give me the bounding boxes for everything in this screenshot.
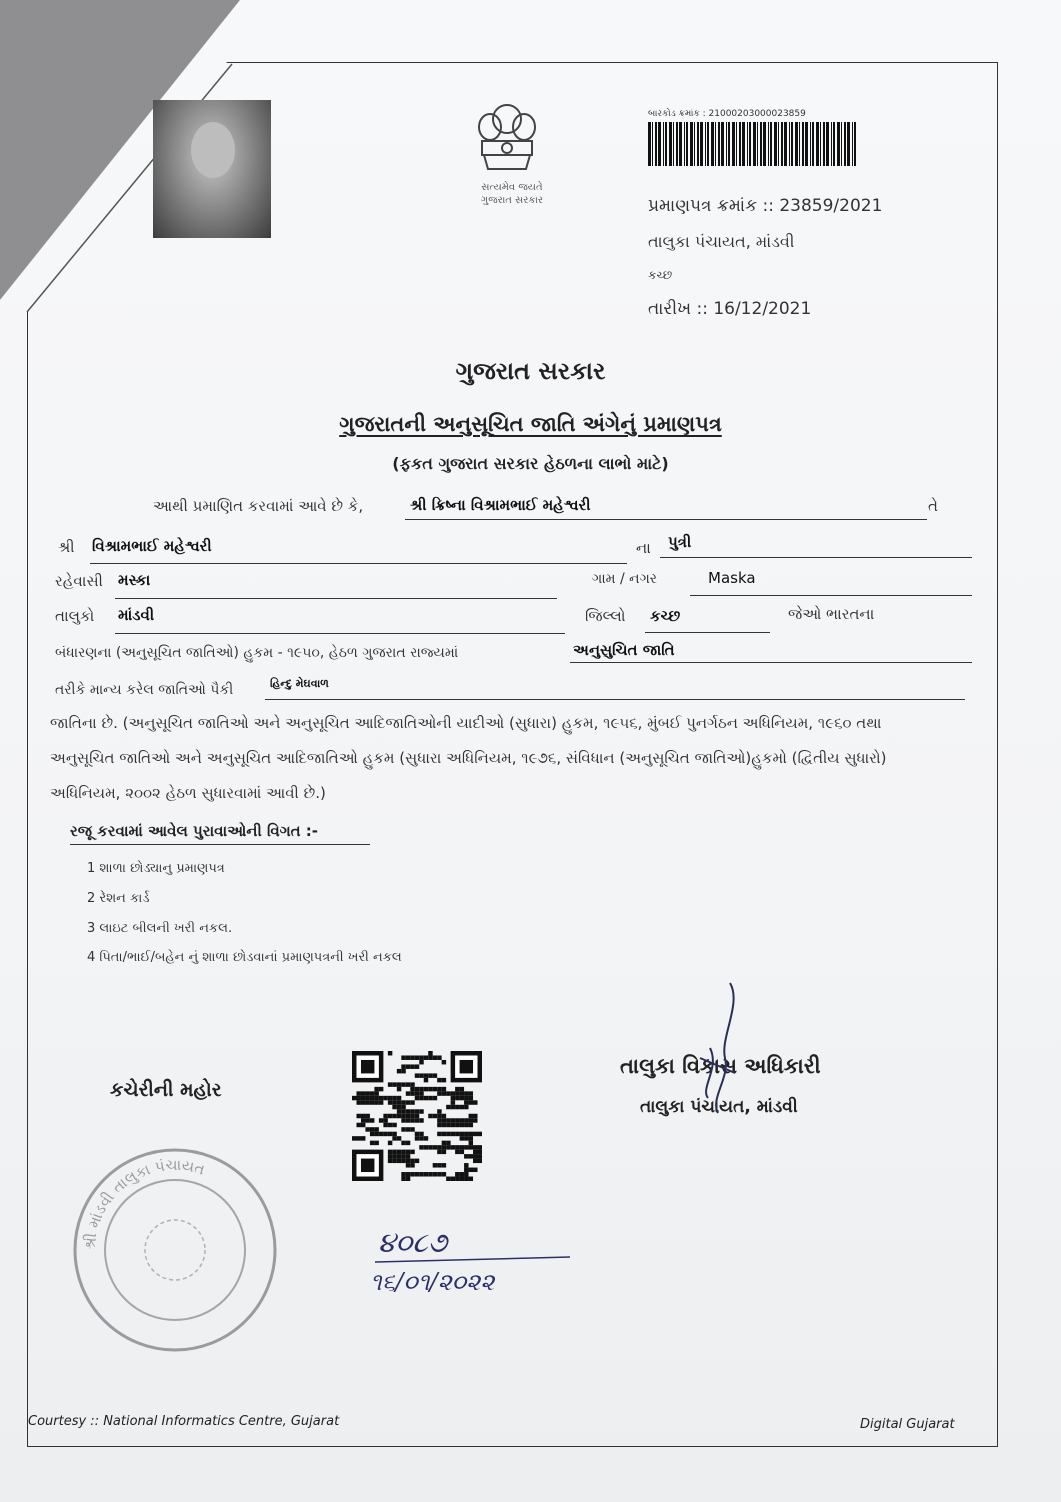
- certificate-subtitle: (ફકત ગુજરાત સરકાર હેઠળના લાભો માટે): [392, 454, 669, 473]
- handwritten-register-entry: [370, 1222, 600, 1302]
- category-value: અનુસુચિત જાતિ: [573, 641, 675, 659]
- office-seal-stamp: [60, 1135, 290, 1365]
- barcode-icon: [648, 122, 860, 166]
- document-item-2: 2 રેશન કાર્ડ: [87, 891, 150, 906]
- name-underline: [405, 519, 927, 520]
- district-value: કચ્છ: [650, 607, 681, 625]
- government-title: ગુજરાત સરકાર: [455, 357, 606, 385]
- order-label: બંધારણના (અનુસૂચિત જાતિઓ) હુકમ - ૧૯૫૦, હેઠળ ગુજરાત રાજ્યમાં: [55, 645, 459, 661]
- officer-signature: [680, 978, 760, 1118]
- relation-value: પુત્રી: [668, 533, 692, 551]
- qr-code-icon: [352, 1050, 482, 1182]
- relation-label: ના: [636, 539, 651, 557]
- father-underline: [90, 563, 627, 564]
- footer-brand: Digital Gujarat: [860, 1417, 955, 1432]
- document-item-1: 1 શાળા છોડ્યાનુ પ્રમાણપત્ર: [87, 861, 225, 876]
- footer-courtesy: Courtesy :: National Informatics Centre, Gujarat: [28, 1414, 340, 1429]
- taluka-underline: [115, 633, 565, 634]
- district-underline: [645, 632, 770, 633]
- hand-number: ૪૦૮૭: [378, 1226, 448, 1259]
- certify-label: આથી પ્રમાણિત કરવામાં આવે છે કે,: [153, 497, 364, 515]
- district-label: જિલ્લો: [585, 607, 626, 625]
- applicant-name: શ્રી ક્રિષ્ના વિશ્રામભાઈ મહેશ્વરી: [410, 496, 591, 514]
- india-label: જેઓ ભારતના: [788, 605, 875, 623]
- father-name: વિશ્રામભાઈ મહેશ્વરી: [92, 537, 212, 555]
- legal-line-1: જાતિના છે. (અનુસૂચિત જાતિઓ અને અનુસૂચિત આદિજાતિઓની યાદીઓ (સુધારા) હુકમ, ૧૯૫૬, મુંબઈ પુનર્ગઠન અધિનિયમ, ૧૯૬૦ તથા: [50, 714, 882, 732]
- document-item-3: 3 લાઇટ બીલની ખરી નકલ.: [87, 921, 233, 936]
- office-line1: તાલુકા પંચાયત, માંડવી: [648, 232, 795, 251]
- document-item-4: 4 પિતા/ભાઈ/બહેન નું શાળા છોડવાનાં પ્રમાણપત્રની ખરી નકલ: [87, 950, 402, 965]
- officer-office: તાલુકા પંચાયત, માંડવી: [640, 1097, 798, 1117]
- resident-value: મસ્કા: [118, 571, 151, 589]
- hand-date: ૧૬/૦૧/૨૦૨૨: [370, 1268, 495, 1296]
- emblem-caption: [462, 181, 562, 207]
- photo-face: [191, 122, 235, 178]
- village-underline: [690, 595, 972, 596]
- barcode-label: બારકોડ ક્રમાંક : 21000203000023859: [648, 109, 806, 119]
- village-value: Maska: [708, 569, 756, 587]
- father-prefix: શ્રી: [58, 538, 75, 556]
- emblem-motto: સત્યમેવ જયતે: [481, 182, 543, 193]
- taluka-value: માંડવી: [118, 606, 155, 624]
- documents-heading: રજૂ કરવામાં આવેલ પુરાવાઓની વિગત :-: [70, 822, 370, 845]
- resident-label: રહેવાસી: [55, 572, 103, 590]
- legal-line-2: અનુસૂચિત જાતિઓ અને અનુસૂચિત આદિજાતિઓ હુકમ (સુધારા અધિનિયમ, ૧૯૭૬, સંવિધાન (અનુસૂચિત જાતિઓ)હુકમો (દ્વિતીય સુધારો): [50, 749, 887, 767]
- name-suffix: તે: [928, 497, 938, 515]
- caste-value: હિન્દુ મેઘવાળ: [270, 677, 329, 690]
- caste-underline: [265, 699, 965, 700]
- legal-line-3: અધિનિયમ, ૨૦૦૨ હેઠળ સુધારવામાં આવી છે.): [50, 784, 326, 802]
- svg-text:શ્રી માંડવી તાલુકા પંચાયત: [81, 1156, 207, 1251]
- issue-date: તારીખ :: 16/12/2021: [648, 299, 812, 319]
- taluka-label: તાલુકો: [55, 607, 95, 625]
- seal-text: શ્રી માંડવી તાલુકા પંચાયત: [80, 1155, 207, 1251]
- certificate-number: પ્રમાણપત્ર ક્રમાંક :: 23859/2021: [648, 196, 883, 216]
- resident-underline: [115, 598, 557, 599]
- officer-title: તાલુકા વિકાસ અધિકારી: [620, 1054, 821, 1078]
- certificate-title-text: ગુજરાતની અનુસૂચિત જાતિ અંગેનું પ્રમાણપત્ર: [339, 412, 722, 436]
- relation-underline: [660, 557, 972, 558]
- applicant-photo: [153, 100, 271, 238]
- emblem-govt: ગુજરાત સરકાર: [480, 195, 544, 206]
- village-label: ગામ / નગર: [592, 571, 658, 587]
- caste-label: તરીકે માન્ય કરેલ જાતિઓ પૈકી: [55, 682, 234, 698]
- category-underline: [570, 662, 972, 663]
- office-line2: કચ્છ: [648, 268, 673, 282]
- office-stamp-label: કચેરીની મહોર: [110, 1079, 222, 1101]
- legal-paragraph: [50, 706, 950, 811]
- certificate-title: [0, 412, 1061, 437]
